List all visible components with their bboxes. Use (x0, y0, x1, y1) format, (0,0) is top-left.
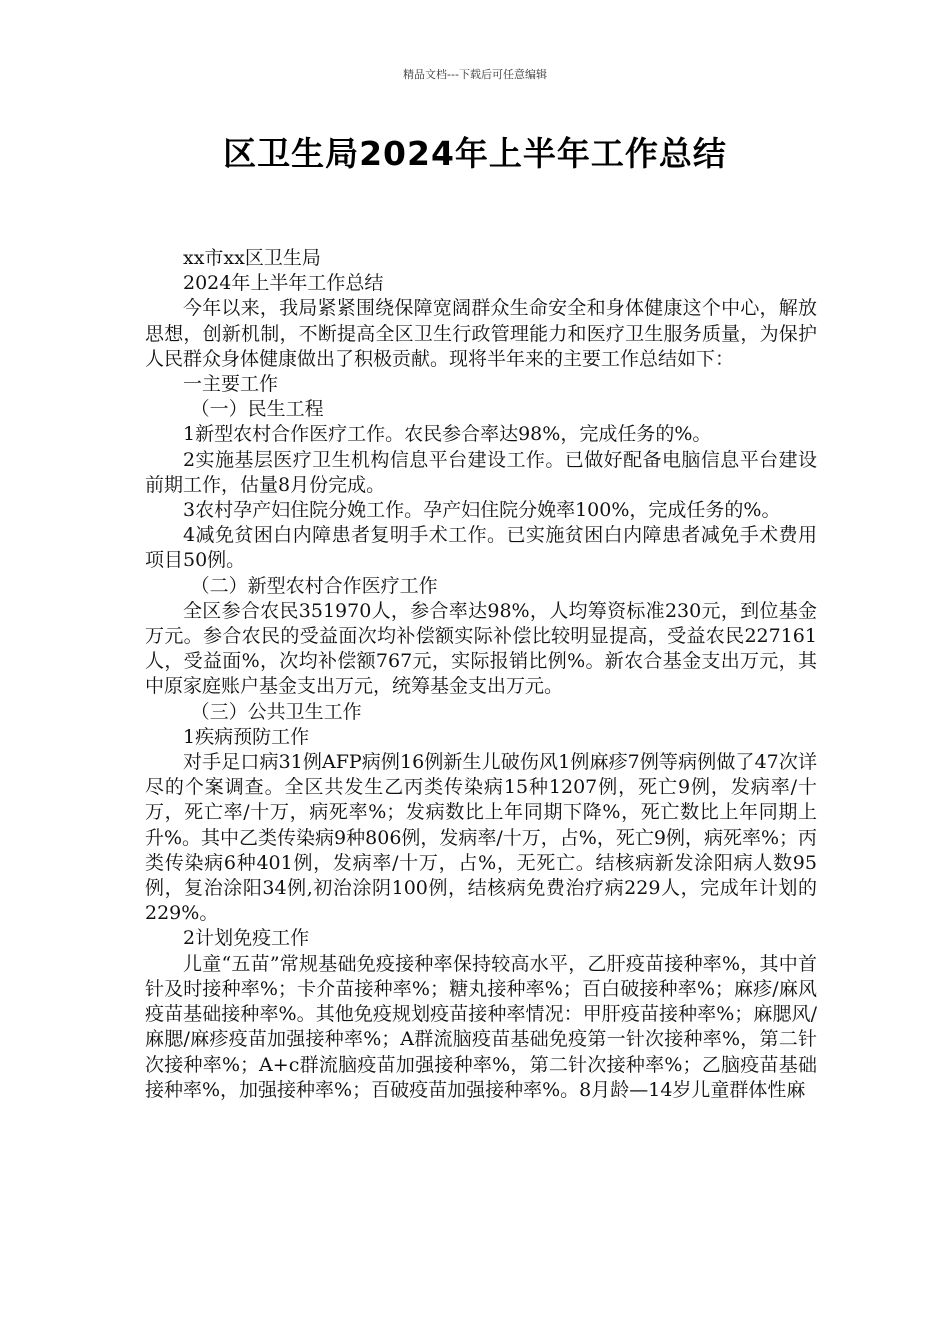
subsection-heading: （一）民生工程 (190, 398, 324, 421)
body-paragraph: 全区参合农民351970人，参合率达98%，人均筹资标准230元，到位基金万元。参合农民的受益面次均补偿额实际补偿比较明显提高，受益农民227161人，受益面%，次均补偿额767元，实际报销比例%。新农合基金支出万元，其中原家庭账户基金支出万元，统筹基金支出万元。 (145, 599, 817, 698)
subtitle-line: 2024年上半年工作总结 (183, 272, 384, 295)
body-paragraph: 对手足口病31例AFP病例16例新生儿破伤风1例麻疹7例等病例做了47次详尽的个案调查。全区共发生乙丙类传染病15种1207例，死亡9例，发病率/十万，死亡率/十万，病死率%；发病数比上年同期下降%，死亡数比上年同期上升%。其中乙类传染病9种806例，发病率/十万，占%，死亡9例，病死率%；丙类传染病6种401例，发病率/十万，占%，无死亡。结核病新发涂阳病人数95例，复治涂阳34例,初治涂阴100例，结核病免费治疗病229人，完成年计划的229%。 (145, 751, 818, 925)
body-paragraph: 儿童“五苗”常规基础免疫接种率保持较高水平，乙肝疫苗接种率%，其中首针及时接种率%；卡介苗接种率%；糖丸接种率%；百白破接种率%；麻疹/麻风疫苗基础接种率%。其他免疫规划疫苗接种率情况：甲肝疫苗接种率%；麻腮风/麻腮/麻疹疫苗加强接种率%；A群流脑疫苗基础免疫第一针次接种率%，第二针次接种率%；A+c群流脑疫苗加强接种率%，第二针次接种率%；乙脑疫苗基础接种率%，加强接种率%；百破疫苗加强接种率%。8月龄—14岁儿童群体性麻 (145, 952, 817, 1101)
body-paragraph: 4减免贫困白内障患者复明手术工作。已实施贫困白内障患者减免手术费用项目50例。 (145, 524, 817, 572)
org-name-line: xx市xx区卫生局 (183, 247, 321, 269)
section-heading: 一主要工作 (183, 373, 279, 396)
subsection-heading: （二）新型农村合作医疗工作 (190, 574, 438, 597)
subsection-heading: （三）公共卫生工作 (190, 700, 362, 723)
document-body (145, 246, 817, 1103)
body-paragraph: 1新型农村合作医疗工作。农民参合率达98%，完成任务的%。 (183, 423, 712, 446)
item-heading: 1疾病预防工作 (183, 725, 310, 748)
body-paragraph: 2实施基层医疗卫生机构信息平台建设工作。已做好配备电脑信息平台建设前期工作，估量8月份完成。 (145, 448, 817, 496)
intro-paragraph: 今年以来，我局紧紧围绕保障宽阔群众生命安全和身体健康这个中心，解放思想，创新机制，不断提高全区卫生行政管理能力和医疗卫生服务质量，为保护人民群众身体健康做出了积极贡献。现将半年来的主要工作总结如下： (145, 297, 817, 370)
item-heading: 2计划免疫工作 (183, 927, 310, 950)
document-title: 区卫生局2024年上半年工作总结 (223, 134, 727, 173)
header-note: 精品文档---下载后可任意编辑 (403, 68, 547, 81)
body-paragraph: 3农村孕产妇住院分娩工作。孕产妇住院分娩率100%，完成任务的%。 (183, 499, 781, 522)
